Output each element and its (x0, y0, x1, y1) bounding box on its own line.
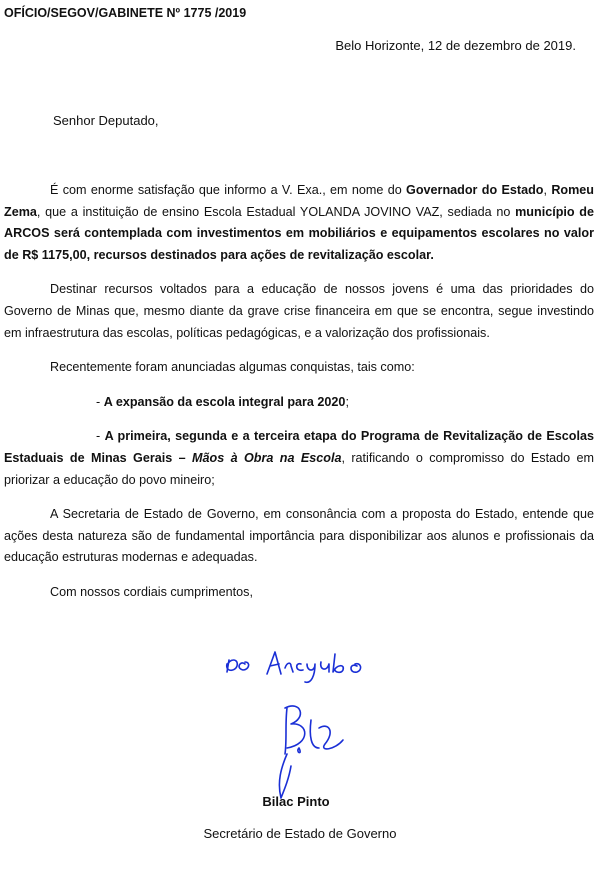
signer-name: Bilac Pinto (262, 794, 330, 809)
paragraph-intro: É com enorme satisfação que informo a V. Exa., em nome do Governador do Estado, Romeu Zema, que a instituição de ensino Escola Estadual YOLANDA JOVINO VAZ, sediada no município de ARCOS será contemplada com investimentos em mobiliários e equipamentos escolares no valor de R$ 1175,00, recursos destinados para ações de revitalização escolar. (4, 183, 595, 262)
paragraph-achievements: Recentemente foram anunciadas algumas conquistas, tais como: (50, 360, 415, 375)
letter-body (4, 180, 594, 617)
document-header: OFÍCIO/SEGOV/GABINETE Nº 1775 /2019 (4, 6, 247, 20)
paragraph-secretariat: A Secretaria de Estado de Governo, em consonância com a proposta do Estado, entende que ações desta natureza são de fundamental importância para disponibilizar aos alunos e profissionais da educação estruturas modernas e adequadas. (4, 507, 594, 565)
closing-line: Com nossos cordiais cumprimentos, (50, 584, 253, 599)
paragraph-priorities: Destinar recursos voltados para a educação de nossos jovens é uma das prioridades do Governo de Minas que, mesmo diante da grave crise financeira em que se encontra, segue investindo em infraestrutura das escolas, políticas pedagógicas, e a valorização dos profissionais. (4, 282, 594, 340)
signer-role: Secretário de Estado de Governo (203, 826, 397, 841)
salutation: Senhor Deputado, (53, 113, 159, 128)
list-item-revitalization-program: - A primeira, segunda e a terceira etapa do Programa de Revitalização de Escolas Estaduais de Minas Gerais – Mãos à Obra na Escola, ratificando o compromisso do Estado em priorizar a educação do povo mineiro; (4, 429, 594, 487)
handwritten-signature (215, 648, 385, 808)
list-item-integral-school: - A expansão da escola integral para 2020; (96, 394, 349, 409)
document-date: Belo Horizonte, 12 de dezembro de 2019. (335, 38, 576, 53)
